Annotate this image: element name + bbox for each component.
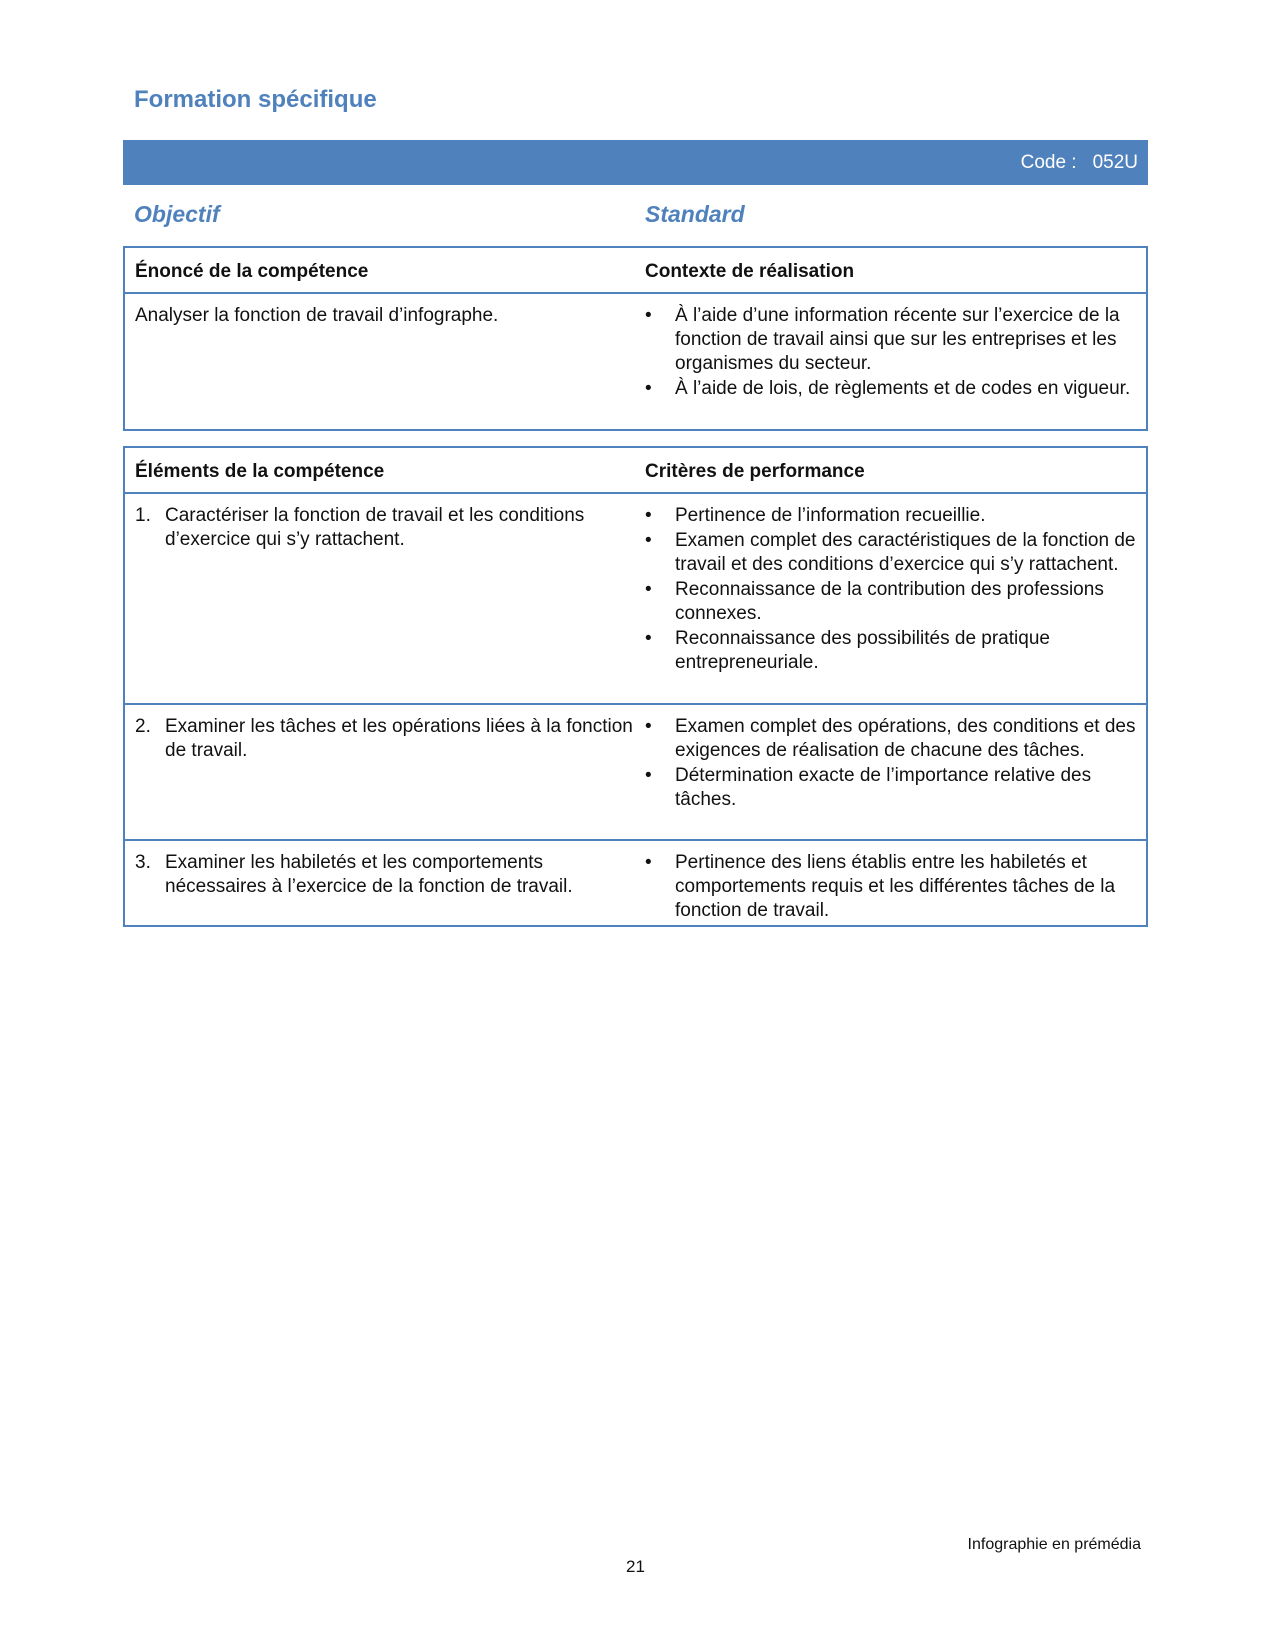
bullet-icon: •	[645, 378, 652, 399]
competence-header-row	[125, 248, 1146, 292]
context-item: • À l’aide d’une information récente sur l’exercice de la fonction de travail ainsi que sur les entreprises et les organismes du secteur.	[645, 305, 1120, 374]
bullet-icon: •	[645, 716, 652, 737]
code-value: 052U	[1092, 152, 1138, 173]
page-number: 21	[626, 1557, 645, 1576]
element-number: 2.	[135, 716, 151, 737]
elements-table	[123, 446, 1148, 927]
code-label	[1021, 152, 1138, 174]
criteria-item: • Détermination exacte de l’importance relative des tâches.	[645, 765, 1092, 810]
element-cell	[135, 715, 635, 763]
elements-header: Éléments de la compétence	[135, 461, 385, 482]
criteria-header: Critères de performance	[645, 461, 865, 482]
element-number: 1.	[135, 505, 151, 526]
footer-title: Infographie en prémédia	[967, 1536, 1141, 1553]
competence-table	[123, 246, 1148, 431]
elements-header-row	[125, 448, 1146, 492]
element-text: Examiner les tâches et les opérations liées à la fonction de travail.	[165, 716, 633, 761]
objectif-heading: Objectif	[134, 201, 220, 227]
element-cell	[135, 851, 635, 899]
bullet-icon: •	[645, 579, 652, 600]
element-text: Examiner les habiletés et les comportements nécessaires à l’exercice de la fonction de travail.	[165, 852, 573, 897]
element-number: 3.	[135, 852, 151, 873]
bullet-icon: •	[645, 852, 652, 873]
table-row	[125, 839, 1146, 925]
competence-statement: Analyser la fonction de travail d’infographe.	[135, 305, 499, 326]
code-label-text: Code :	[1020, 152, 1077, 173]
competence-body-row	[125, 292, 1146, 427]
bullet-icon: •	[645, 530, 652, 551]
criteria-list	[645, 851, 1140, 924]
element-cell	[135, 504, 635, 552]
criteria-list	[645, 715, 1140, 813]
criteria-item: • Examen complet des caractéristiques de la fonction de travail et des conditions d’exercice qui s’y rattachent.	[645, 530, 1136, 575]
criteria-item: • Reconnaissance de la contribution des professions connexes.	[645, 579, 1104, 624]
criteria-list	[645, 504, 1140, 676]
competence-statement-header: Énoncé de la compétence	[135, 261, 369, 282]
element-text: Caractériser la fonction de travail et les conditions d’exercice qui s’y rattachent.	[165, 505, 585, 550]
table-row	[125, 492, 1146, 703]
criteria-item: • Reconnaissance des possibilités de pratique entrepreneuriale.	[645, 628, 1050, 673]
criteria-item: • Pertinence de l’information recueillie.	[645, 505, 986, 526]
page-title: Formation spécifique	[134, 86, 377, 113]
bullet-icon: •	[645, 305, 652, 326]
bullet-icon: •	[645, 505, 652, 526]
standard-heading: Standard	[645, 201, 745, 227]
criteria-item: • Examen complet des opérations, des conditions et des exigences de réalisation de chacune des tâches.	[645, 716, 1136, 761]
context-list	[645, 304, 1140, 402]
table-row	[125, 703, 1146, 839]
bullet-icon: •	[645, 628, 652, 649]
context-item: • À l’aide de lois, de règlements et de codes en vigueur.	[645, 378, 1131, 399]
context-header: Contexte de réalisation	[645, 261, 855, 282]
bullet-icon: •	[645, 765, 652, 786]
criteria-item: • Pertinence des liens établis entre les habiletés et comportements requis et les différentes tâches de la fonction de travail.	[645, 852, 1116, 921]
code-banner	[123, 140, 1148, 185]
